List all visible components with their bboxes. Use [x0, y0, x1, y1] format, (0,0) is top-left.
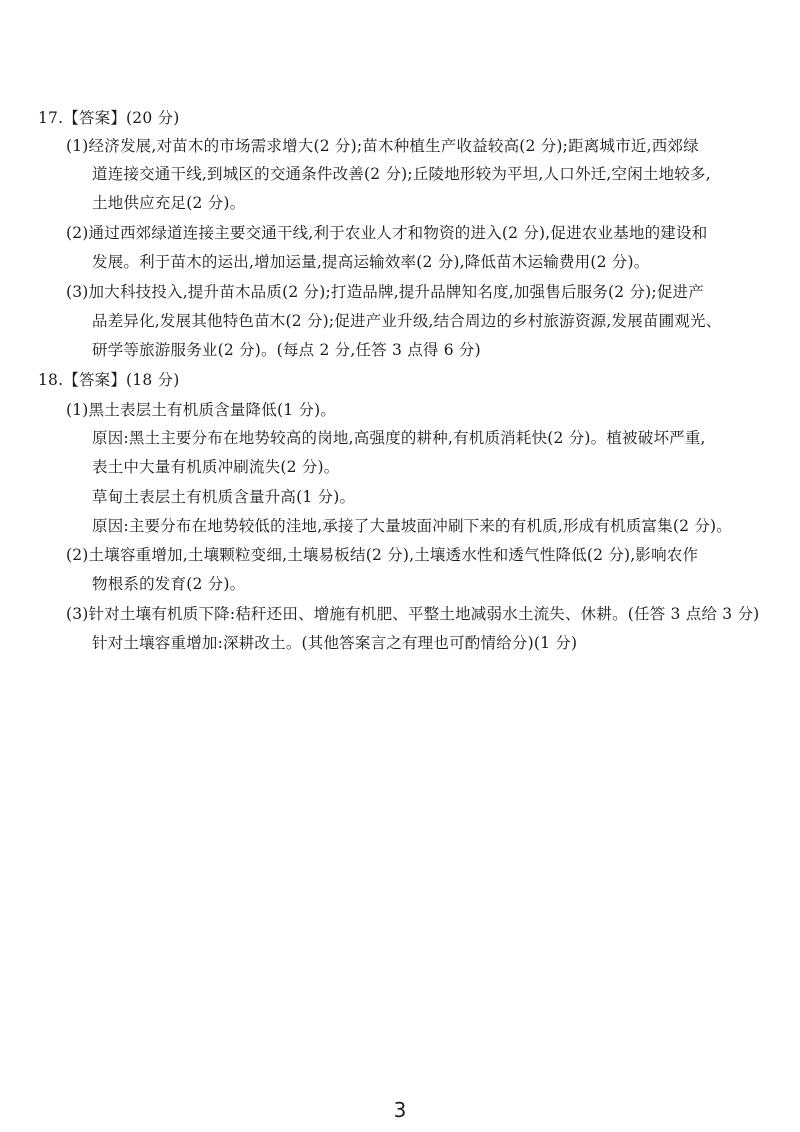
- q17-part3-line3: 研学等旅游服务业(2 分)。(每点 2 分,任答 3 点得 6 分): [92, 341, 481, 359]
- q18-header: 18.【答案】(18 分): [38, 371, 180, 389]
- q18-part3-line1: (3)针对土壤有机质下降:秸秆还田、增施有机肥、平整土地减弱水土流失、休耕。(任答 3 点给 3 分): [66, 605, 760, 623]
- q17-header: 17.【答案】(20 分): [38, 109, 180, 127]
- q17-part2-line1: (2)通过西郊绿道连接主要交通干线,利于农业人才和物资的进入(2 分),促进农业基地的建设和: [66, 224, 708, 242]
- q17-part3-line2: 品差异化,发展其他特色苗木(2 分);促进产业升级,结合周边的乡村旅游资源,发展苗圃观光、: [92, 312, 722, 330]
- q18-part1-line3: 表土中大量有机质冲刷流失(2 分)。: [92, 458, 340, 476]
- q18-part1-line2: 原因:黑土主要分布在地势较高的岗地,高强度的耕种,有机质消耗快(2 分)。植被破坏严重,: [92, 429, 706, 447]
- q17-part1-line2: 道连接交通干线,到城区的交通条件改善(2 分);丘陵地形较为平坦,人口外迁,空闲土地较多,: [92, 165, 711, 183]
- page-number: 3: [393, 1098, 407, 1122]
- q17-part3-line1: (3)加大科技投入,提升苗木品质(2 分);打造品牌,提升品牌知名度,加强售后服务(2 分);促进产: [66, 283, 704, 301]
- q18-part2-line2: 物根系的发育(2 分)。: [92, 575, 246, 593]
- q18-part3-line2: 针对土壤容重增加:深耕改土。(其他答案言之有理也可酌情给分)(1 分): [92, 634, 578, 652]
- q18-part1-line5: 原因:主要分布在地势较低的洼地,承接了大量坡面冲刷下来的有机质,形成有机质富集(2 分)。: [92, 517, 732, 535]
- q17-part1-line1: (1)经济发展,对苗木的市场需求增大(2 分);苗木种植生产收益较高(2 分);距离城市近,西郊绿: [66, 137, 699, 155]
- q18-part1-line4: 草甸土表层土有机质含量升高(1 分)。: [92, 488, 356, 506]
- q17-part2-line2: 发展。利于苗木的运出,增加运量,提高运输效率(2 分),降低苗木运输费用(2 分)。: [92, 253, 650, 271]
- q17-part1-line3: 土地供应充足(2 分)。: [92, 194, 246, 212]
- q18-part2-line1: (2)土壤容重增加,土壤颗粒变细,土壤易板结(2 分),土壤透水性和透气性降低(2 分),影响农作: [66, 546, 699, 564]
- q18-part1-line1: (1)黑土表层土有机质含量降低(1 分)。: [66, 401, 337, 419]
